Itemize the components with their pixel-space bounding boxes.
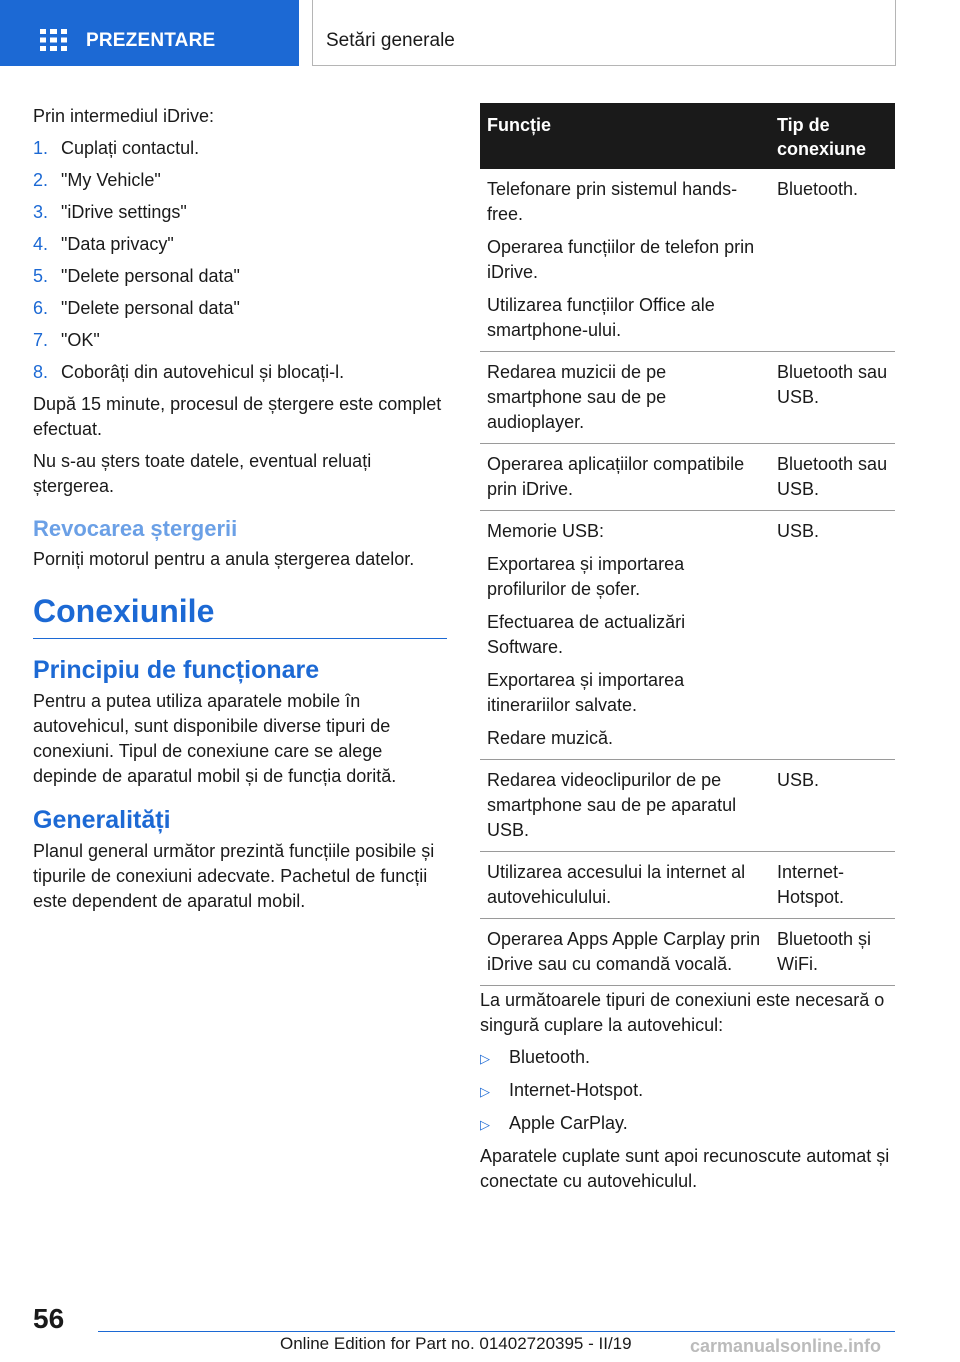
function-text: Operarea funcțiilor de telefon prin iDrive. (487, 237, 755, 282)
function-cell (480, 169, 770, 352)
type-cell: Internet-Hotspot. (770, 852, 895, 919)
function-text: Redarea videoclipurilor de pe smartphone sau de pe aparatul USB. (487, 770, 737, 840)
type-cell: USB. (770, 760, 895, 852)
list-item (33, 360, 447, 385)
page-number: 56 (33, 1303, 65, 1334)
footer-divider (98, 1331, 895, 1332)
step-text: "iDrive settings" (61, 202, 187, 222)
function-text: Operarea aplicațiilor compatibile prin iDrive. (487, 454, 745, 499)
revoke-text: Porniți motorul pentru a anula ștergerea datelor. (33, 549, 415, 569)
bullet-text: Apple CarPlay. (509, 1113, 628, 1133)
step-text: Coborâți din autovehicul și blocați-l. (61, 362, 345, 382)
function-text: Operarea Apps Apple Carplay prin iDrive sau cu comandă vocală. (487, 929, 761, 974)
step-text: "My Vehicle" (61, 170, 161, 190)
list-item (480, 1045, 895, 1071)
column-header-type: Tip de conexiune (770, 103, 895, 169)
step-number: 8. (33, 362, 49, 382)
step-number: 2. (33, 170, 49, 190)
list-item (33, 168, 447, 193)
completion-note: După 15 minute, procesul de ștergere este complet efectuat. (33, 394, 442, 439)
function-cell (480, 352, 770, 444)
step-number: 6. (33, 298, 49, 318)
triangle-bullet-icon: ▷ (480, 1051, 490, 1066)
type-cell: Bluetooth. (770, 169, 895, 352)
step-number: 4. (33, 234, 49, 254)
function-text: Telefonare prin sistemul hands-free. (487, 179, 738, 224)
general-heading: Generalități (33, 806, 171, 834)
right-text-block (480, 988, 895, 1201)
function-text: Efectuarea de actualizări Software. (487, 612, 686, 657)
column-header-function: Funcție (480, 103, 770, 169)
function-cell (480, 919, 770, 986)
function-cell (480, 852, 770, 919)
pairing-intro: La următoarele tipuri de conexiuni este necesară o singură cuplare la autovehicul: (480, 990, 885, 1035)
general-text: Planul general următor prezintă funcțiile posibile și tipurile de conexiuni adecvate. Pachetul de funcții este dependent de aparatul mobil. (33, 841, 435, 911)
pairing-list (480, 1045, 895, 1137)
function-cell (480, 760, 770, 852)
list-item (480, 1111, 895, 1137)
revoke-heading: Revocarea ștergerii (33, 516, 238, 541)
step-number: 1. (33, 138, 49, 158)
type-cell: Bluetooth și WiFi. (770, 919, 895, 986)
list-item (480, 1078, 895, 1104)
function-text: Exportarea și importarea itinerariilor salvate. (487, 670, 685, 715)
function-cell (480, 444, 770, 511)
step-number: 3. (33, 202, 49, 222)
retry-note: Nu s-au șters toate datele, eventual reluați ștergerea. (33, 451, 372, 496)
intro-text: Prin intermediul iDrive: (33, 106, 215, 126)
watermark: carmanualsonline.info (690, 1336, 882, 1356)
table-row (480, 919, 895, 986)
table-row (480, 760, 895, 852)
step-text: "Data privacy" (61, 234, 174, 254)
step-text: "OK" (61, 330, 100, 350)
step-text: "Delete personal data" (61, 298, 240, 318)
list-item (33, 264, 447, 289)
bullet-text: Internet-Hotspot. (509, 1080, 644, 1100)
section-tab[interactable] (0, 0, 299, 66)
edition-text: Online Edition for Part no. 01402720395 - II/19 (280, 1334, 632, 1353)
table-row (480, 852, 895, 919)
list-item (33, 296, 447, 321)
triangle-bullet-icon: ▷ (480, 1084, 490, 1099)
list-item (33, 232, 447, 257)
step-number: 5. (33, 266, 49, 286)
type-cell: USB. (770, 511, 895, 760)
chapter-tab[interactable] (312, 0, 896, 66)
function-text: Redarea muzicii de pe smartphone sau de pe audioplayer. (487, 362, 667, 432)
list-item (33, 136, 447, 161)
connection-table (480, 103, 895, 986)
grid-icon (40, 29, 67, 51)
triangle-bullet-icon: ▷ (480, 1117, 490, 1132)
steps-list (33, 136, 447, 385)
function-text: Utilizarea accesului la internet al autovehiculului. (487, 862, 746, 907)
principle-text: Pentru a putea utiliza aparatele mobile în autovehicul, sunt disponibile diverse tipuri de conexiuni. Tipul de conexiune care se alege depinde de aparatul mobil și de funcția dorită. (33, 691, 397, 786)
section-tab-label: PREZENTARE (86, 30, 216, 51)
table-row (480, 444, 895, 511)
function-text: Redare muzică. (487, 728, 614, 748)
function-text: Memorie USB: (487, 521, 605, 541)
function-text: Exportarea și importarea profilurilor de șofer. (487, 554, 685, 599)
left-column (33, 104, 447, 921)
table-row (480, 169, 895, 352)
function-text: Utilizarea funcțiilor Office ale smartphone-ului. (487, 295, 715, 340)
chapter-heading: Conexiunile (33, 592, 447, 639)
table-row (480, 511, 895, 760)
bullet-text: Bluetooth. (509, 1047, 591, 1067)
type-cell: Bluetooth sau USB. (770, 444, 895, 511)
type-cell: Bluetooth sau USB. (770, 352, 895, 444)
chapter-tab-label: Setări generale (326, 30, 455, 51)
step-text: Cuplați contactul. (61, 138, 200, 158)
table-header-row (480, 103, 895, 169)
step-number: 7. (33, 330, 49, 350)
list-item (33, 328, 447, 353)
function-cell (480, 511, 770, 760)
list-item (33, 200, 447, 225)
closing-text: Aparatele cuplate sunt apoi recunoscute automat și conectate cu autovehiculul. (480, 1146, 890, 1191)
principle-heading: Principiu de funcționare (33, 656, 320, 684)
step-text: "Delete personal data" (61, 266, 240, 286)
page-header (0, 0, 960, 66)
table-row (480, 352, 895, 444)
